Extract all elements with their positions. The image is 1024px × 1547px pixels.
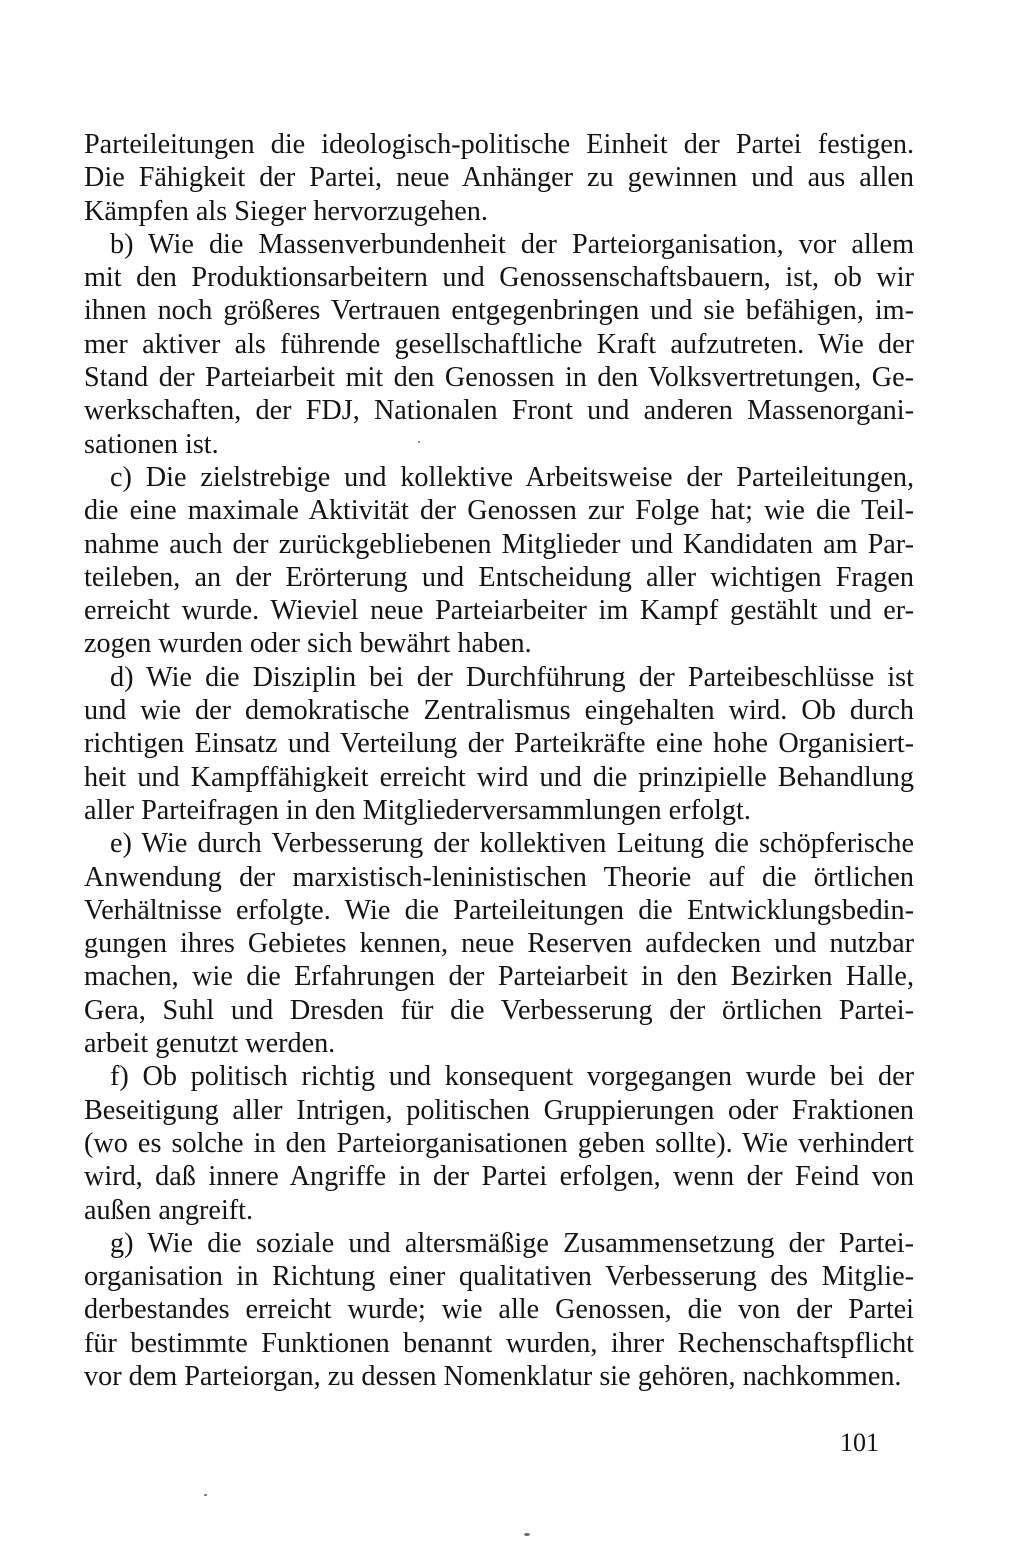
text-line: werkschaften, der FDJ, Nationalen Front und anderen Massenorgani-: [84, 395, 914, 427]
text-line: die eine maximale Aktivität der Genossen zur Folge hat; wie die Teil-: [84, 495, 914, 527]
text-line: Die Fähigkeit der Partei, neue Anhänger zu gewinnen und aus allen: [84, 162, 914, 194]
page-number: 101: [840, 1428, 879, 1457]
text-line: richtigen Einsatz und Verteilung der Parteikräfte eine hohe Organisiert-: [84, 728, 914, 760]
text-line: b) Wie die Massenverbundenheit der Parteiorganisation, vor allem: [110, 228, 914, 260]
text-line: Stand der Parteiarbeit mit den Genossen in den Volksvertretungen, Ge-: [84, 362, 914, 394]
text-line: wird, daß innere Angriffe in der Partei erfolgen, wenn der Feind von: [84, 1161, 914, 1193]
text-line: f) Ob politisch richtig und konsequent vorgegangen wurde bei der: [110, 1061, 914, 1093]
paragraph-intro: [84, 128, 914, 228]
body-text: [84, 128, 914, 1393]
text-line: g) Wie die soziale und altersmäßige Zusammensetzung der Partei-: [110, 1227, 914, 1259]
text-line: organisation in Richtung einer qualitativen Verbesserung des Mitglie-: [84, 1261, 914, 1293]
text-line: erreicht wurde. Wieviel neue Parteiarbeiter im Kampf gestählt und er-: [84, 595, 914, 627]
text-line: sationen ist.: [84, 428, 219, 460]
text-line: nahme auch der zurückgebliebenen Mitglieder und Kandidaten am Par-: [84, 528, 914, 560]
text-line: teileben, an der Erörterung und Entscheidung aller wichtigen Fragen: [84, 561, 914, 593]
text-line: zogen wurden oder sich bewährt haben.: [84, 628, 532, 660]
text-line: machen, wie die Erfahrungen der Parteiarbeit in den Bezirken Halle,: [84, 961, 914, 993]
paragraph-c: [84, 461, 914, 661]
text-line: e) Wie durch Verbesserung der kollektiven Leitung die schöpferische: [110, 828, 914, 860]
text-line: Verhältnisse erfolgte. Wie die Parteileitungen die Entwicklungsbedin-: [84, 894, 914, 926]
paragraph-e: [84, 827, 914, 1060]
paragraph-f: [84, 1060, 914, 1226]
text-line: arbeit genutzt werden.: [84, 1028, 336, 1060]
paragraph-b: [84, 228, 914, 461]
text-line: Kämpfen als Sieger hervorzugehen.: [84, 195, 488, 227]
text-line: und wie der demokratische Zentralismus eingehalten wird. Ob durch: [84, 695, 914, 727]
text-line: vor dem Parteiorgan, zu dessen Nomenklatur sie gehören, nachkommen.: [84, 1360, 902, 1392]
text-line: gungen ihres Gebietes kennen, neue Reserven aufdecken und nutzbar: [84, 928, 914, 960]
text-line: Anwendung der marxistisch-leninistischen Theorie auf die örtlichen: [84, 861, 914, 893]
text-line: Parteileitungen die ideologisch-politische Einheit der Partei festigen.: [84, 129, 914, 160]
text-line: aller Parteifragen in den Mitgliederversammlungen erfolgt.: [84, 794, 751, 826]
text-line: für bestimmte Funktionen benannt wurden, ihrer Rechenschaftspflicht: [84, 1327, 914, 1359]
paragraph-d: [84, 661, 914, 827]
text-line: außen angreift.: [84, 1194, 254, 1226]
text-line: mit den Produktionsarbeitern und Genossenschaftsbauern, ist, ob wir: [84, 262, 914, 294]
text-line: heit und Kampffähigkeit erreicht wird und die prinzipielle Behandlung: [84, 761, 914, 793]
text-line: Beseitigung aller Intrigen, politischen Gruppierungen oder Fraktionen: [84, 1094, 914, 1126]
text-line: (wo es solche in den Parteiorganisationen geben sollte). Wie verhindert: [84, 1127, 914, 1159]
text-line: d) Wie die Disziplin bei der Durchführung der Parteibeschlüsse ist: [110, 661, 914, 693]
scan-speck: [524, 1533, 530, 1536]
scan-speck: [204, 1494, 207, 1496]
text-line: mer aktiver als führende gesellschaftliche Kraft aufzutreten. Wie der: [84, 328, 914, 360]
text-line: ihnen noch größeres Vertrauen entgegenbringen und sie befähigen, im-: [84, 295, 914, 327]
text-line: c) Die zielstrebige und kollektive Arbeitsweise der Parteileitungen,: [110, 461, 914, 493]
scan-speck: [418, 441, 420, 443]
text-line: Gera, Suhl und Dresden für die Verbesserung der örtlichen Partei-: [84, 994, 914, 1026]
paragraph-g: [84, 1227, 914, 1393]
text-line: derbestandes erreicht wurde; wie alle Genossen, die von der Partei: [84, 1294, 914, 1326]
